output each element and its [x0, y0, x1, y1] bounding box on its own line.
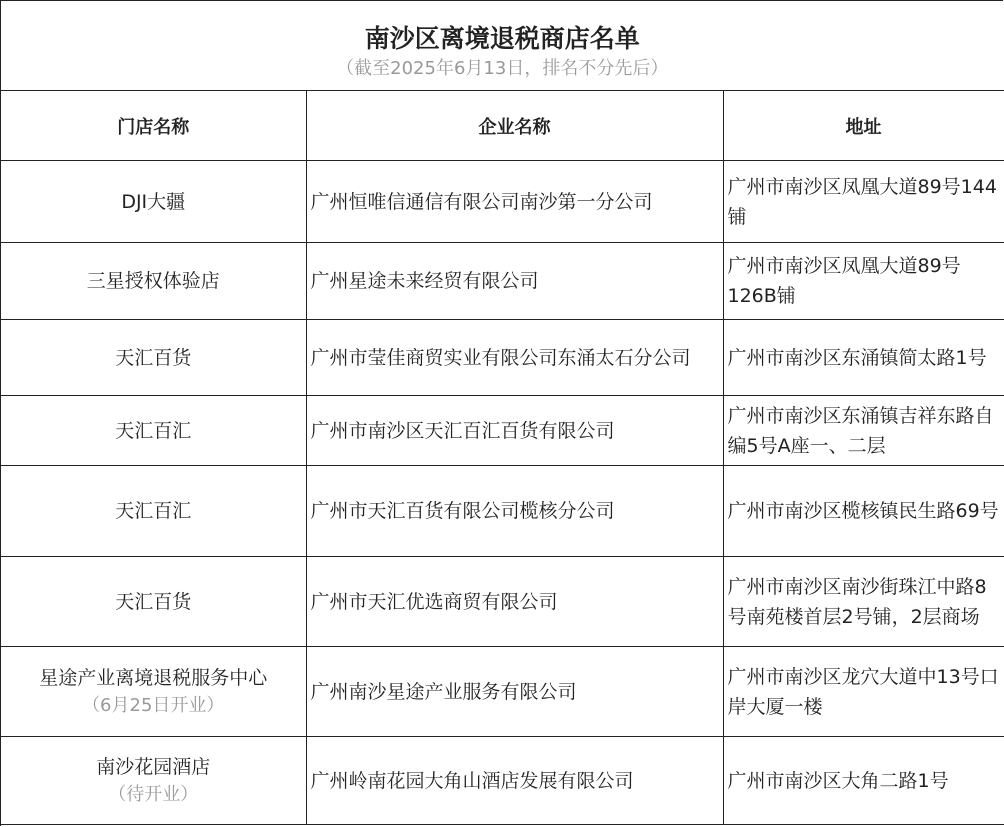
store-name: 天汇百货: [115, 590, 192, 613]
address-cell: 广州市南沙区南沙街珠江中路8号南苑楼首层2号铺，2层商场: [723, 557, 1004, 647]
store-name-cell: [1, 647, 306, 737]
table-row: [1, 161, 1004, 243]
title-cell: [1, 1, 1004, 91]
store-name: 三星授权体验店: [86, 270, 220, 292]
table-row: [1, 466, 1004, 557]
store-name-cell: [1, 396, 306, 466]
address-cell: 广州市南沙区凤凰大道89号144铺: [723, 161, 1004, 243]
table-row: [1, 320, 1004, 396]
store-name: 天汇百汇: [115, 500, 192, 522]
address-cell: 广州市南沙区东涌镇吉祥东路自编5号A座一、二层: [723, 396, 1004, 466]
page-subtitle: （截至2025年6月13日，排名不分先后）: [336, 57, 669, 79]
store-name-cell: [1, 243, 306, 320]
address-cell: 广州市南沙区龙穴大道中13号口岸大厦一楼: [723, 647, 1004, 737]
header-address: 地址: [723, 91, 1004, 161]
opening-note: （待开业）: [108, 783, 199, 805]
store-name: 天汇百汇: [115, 419, 192, 442]
store-name-cell: [1, 466, 306, 557]
address-cell: 广州市南沙区大角二路1号: [723, 737, 1004, 825]
table-row: [1, 396, 1004, 466]
store-name-cell: [1, 737, 306, 825]
store-name: 南沙花园酒店: [96, 755, 211, 778]
store-name-cell: [1, 320, 306, 396]
company-name-cell: 广州市南沙区天汇百汇百货有限公司: [306, 396, 723, 466]
store-name: 天汇百货: [115, 346, 192, 369]
company-name-cell: 广州市莹佳商贸实业有限公司东涌太石分公司: [306, 320, 723, 396]
table-header-row: [1, 91, 1004, 161]
header-company-name: 企业名称: [306, 91, 723, 161]
opening-note: （6月25日开业）: [82, 694, 225, 716]
table-row: [1, 557, 1004, 647]
company-name-cell: 广州恒唯信通信有限公司南沙第一分公司: [306, 161, 723, 243]
header-store-name: 门店名称: [1, 91, 306, 161]
company-name-cell: 广州市天汇优选商贸有限公司: [306, 557, 723, 647]
store-name-cell: [1, 161, 306, 243]
store-table: [1, 1, 1004, 825]
address-cell: 广州市南沙区东涌镇简太路1号: [723, 320, 1004, 396]
address-cell: 广州市南沙区榄核镇民生路69号: [723, 466, 1004, 557]
title-row: [1, 1, 1004, 91]
table-row: [1, 737, 1004, 825]
page-title: 南沙区离境退税商店名单: [364, 23, 640, 53]
table-row: [1, 647, 1004, 737]
company-name-cell: 广州星途未来经贸有限公司: [306, 243, 723, 320]
address-cell: 广州市南沙区凤凰大道89号126B铺: [723, 243, 1004, 320]
table-row: [1, 243, 1004, 320]
company-name-cell: 广州市天汇百货有限公司榄核分公司: [306, 466, 723, 557]
store-name-cell: [1, 557, 306, 647]
company-name-cell: 广州南沙星途产业服务有限公司: [306, 647, 723, 737]
company-name-cell: 广州岭南花园大角山酒店发展有限公司: [306, 737, 723, 825]
store-name: DJI大疆: [121, 190, 186, 213]
store-name: 星途产业离境退税服务中心: [39, 666, 268, 689]
